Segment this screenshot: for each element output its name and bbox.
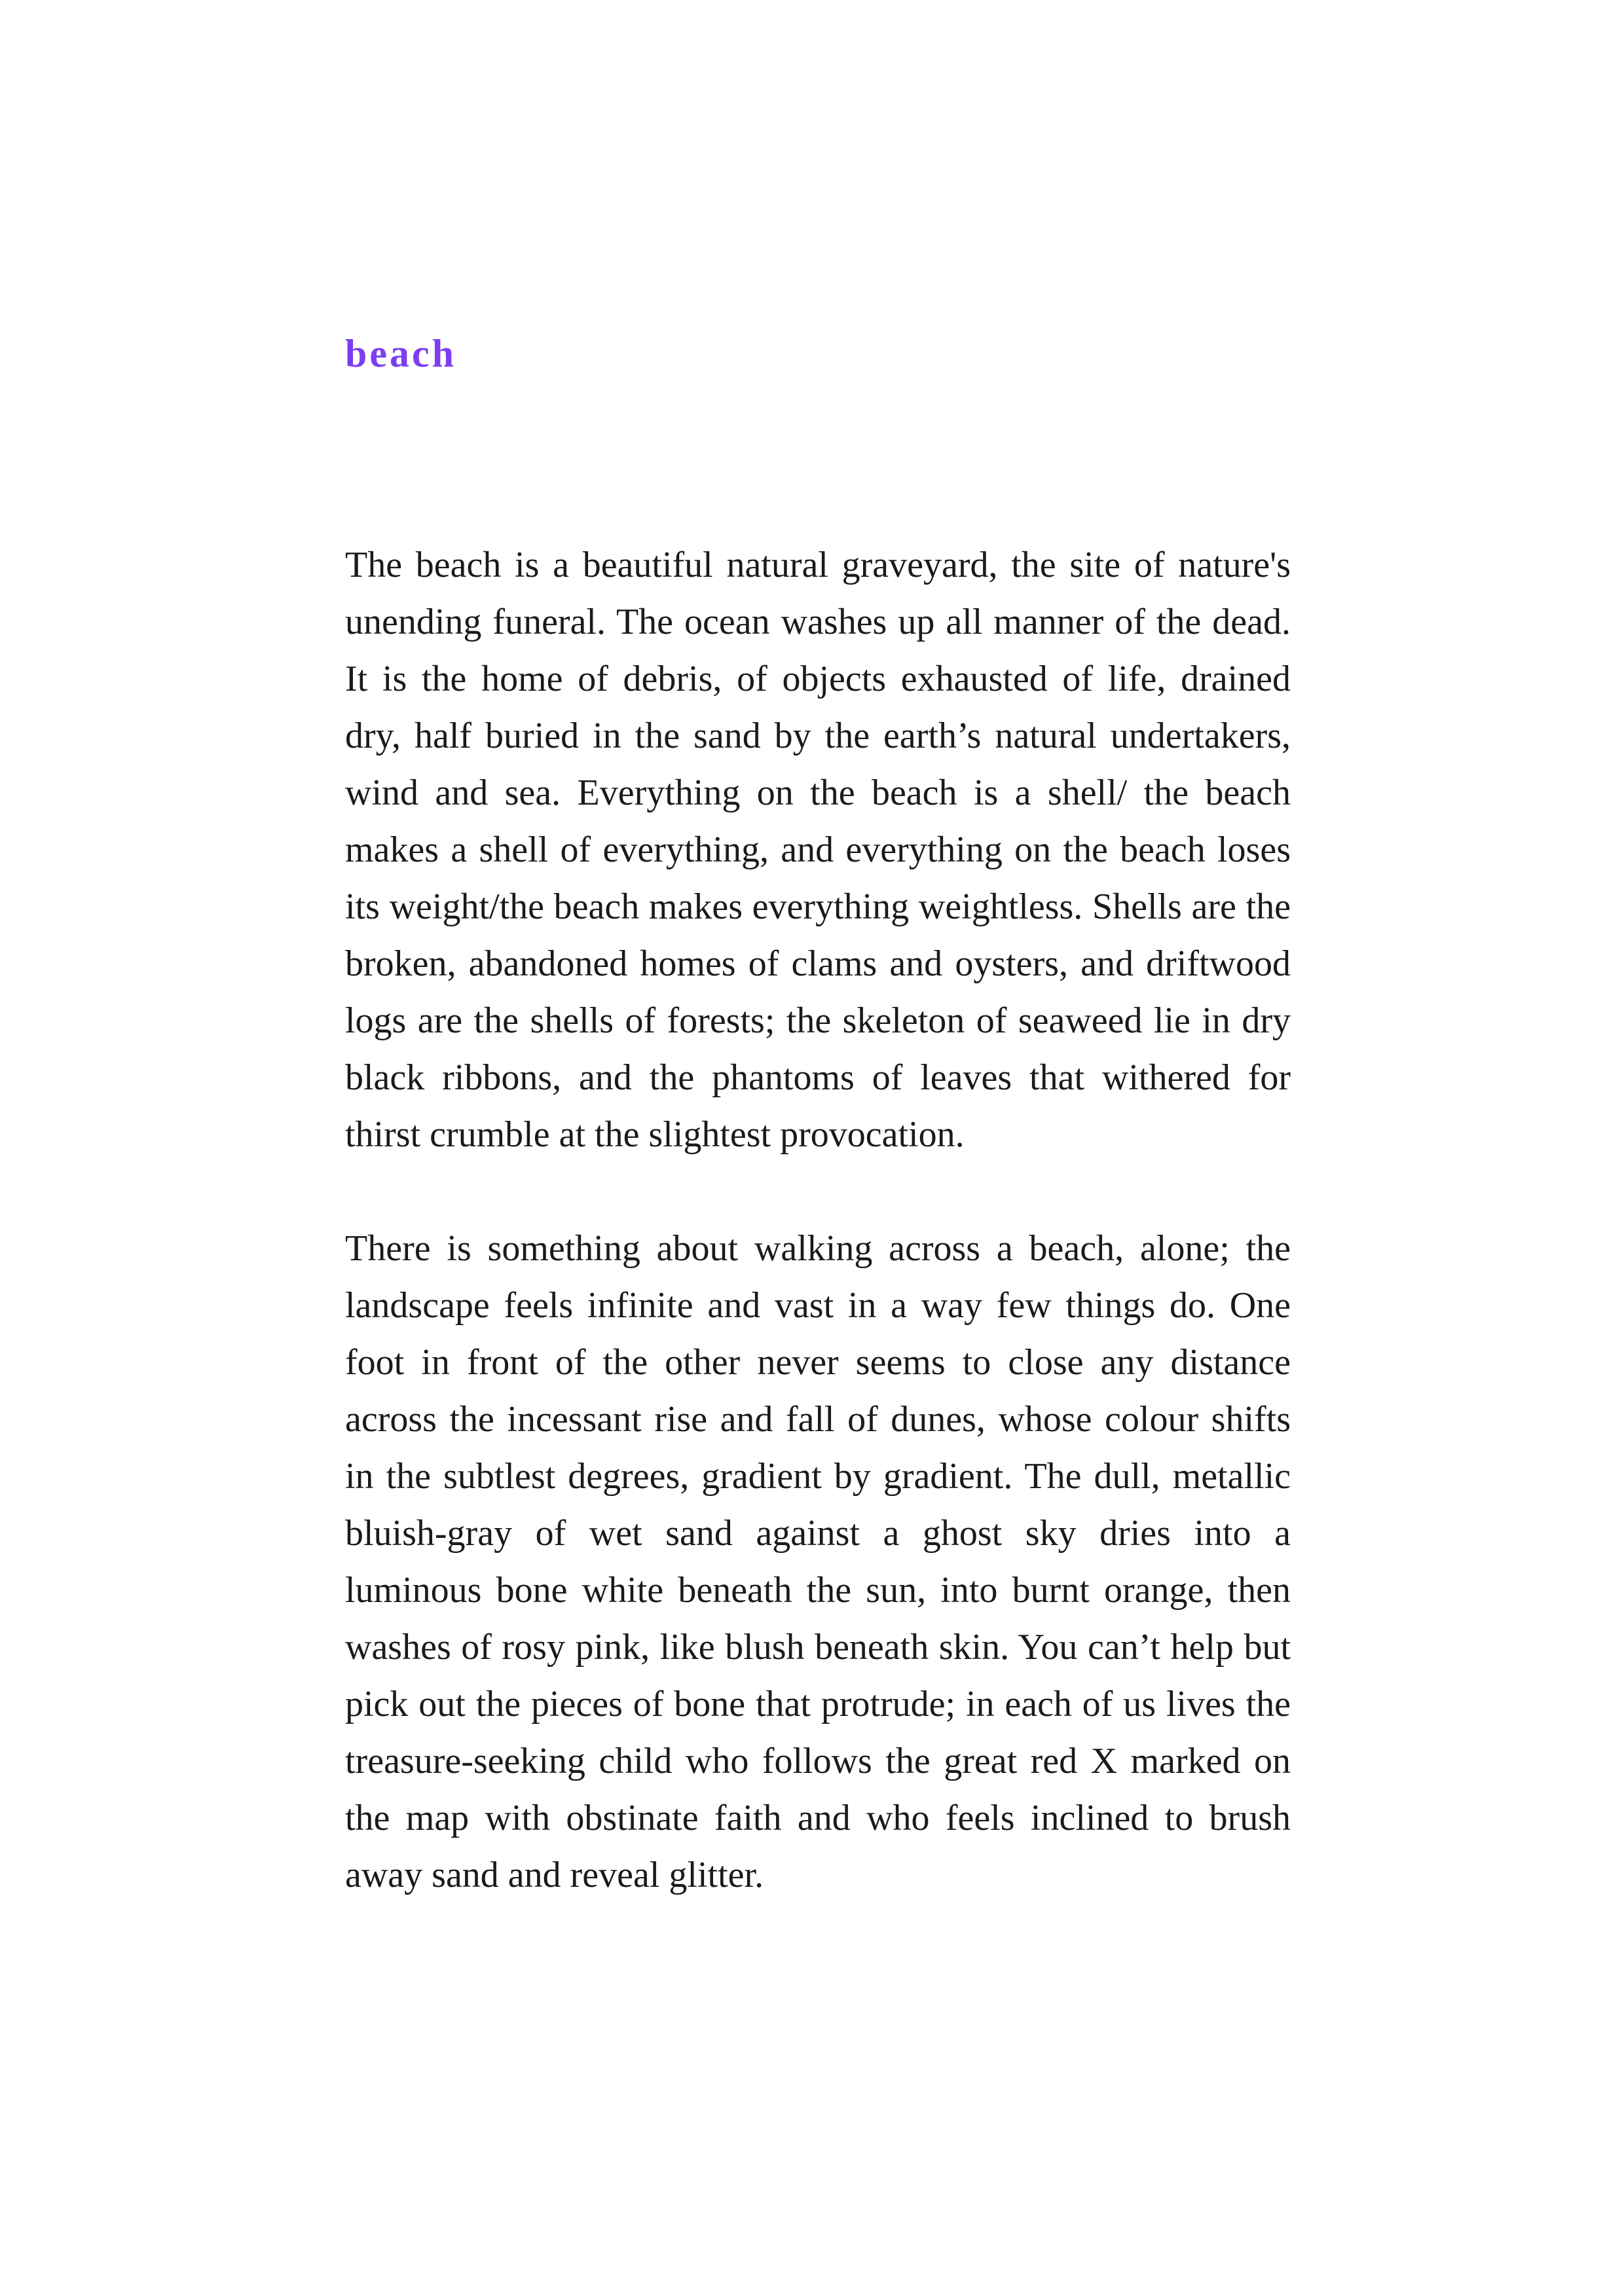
document-body <box>345 537 1291 1961</box>
paragraph-2: There is something about walking across a beach, alone; the landscape feels infinite and vast in a way few things do. One foot in front of the other never seems to close any distance across the incessant rise and fall of dunes, whose colour shifts in the subtlest degrees, gradient by gradient. The dull, metallic bluish-gray of wet sand against a ghost sky dries into a luminous bone white beneath the sun, into burnt orange, then washes of rosy pink, like blush beneath skin. You can’t help but pick out the pieces of bone that protrude; in each of us lives the treasure-seeking child who follows the great red X marked on the map with obstinate faith and who feels inclined to brush away sand and reveal glitter. <box>345 1228 1291 1895</box>
document-title: beach <box>345 332 456 375</box>
paragraph-1: The beach is a beautiful natural graveyard, the site of nature's unending funeral. The ocean washes up all manner of the dead. It is the home of debris, of objects exhausted of life, drained dry, half buried in the sand by the earth’s natural undertakers, wind and sea. Everything on the beach is a shell/ the beach makes a shell of everything, and everything on the beach loses its weight/the beach makes everything weightless. Shells are the broken, abandoned homes of clams and oysters, and driftwood logs are the shells of forests; the skeleton of seaweed lie in dry black ribbons, and the phantoms of leaves that withered for thirst crumble at the slightest provocation. <box>345 545 1291 1155</box>
